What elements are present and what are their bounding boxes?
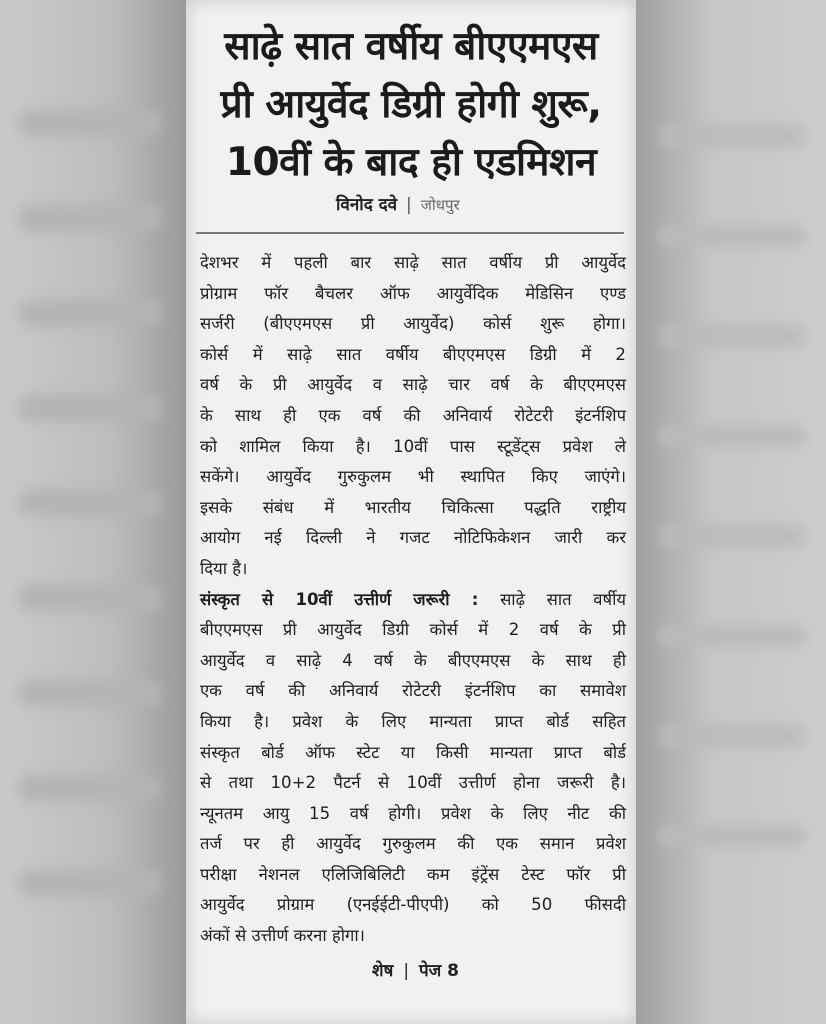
body-line: सकेंगे। आयुर्वेद गुरुकुलम भी स्थापित किए जाएंगे।: [200, 467, 626, 487]
body-line: संस्कृत बोर्ड ऑफ स्टेट या किसी मान्यता प्राप्त बोर्ड: [200, 742, 626, 762]
blurred-right-column: [636, 0, 826, 1024]
body-line: प्रोग्राम फॉर बैचलर ऑफ आयुर्वेदिक मेडिसिन एण्ड: [200, 283, 626, 303]
body-line: आयुर्वेद व साढ़े 4 वर्ष के बीएएमएस के साथ ही: [200, 650, 626, 670]
body-line: सर्जरी (बीएएमएस प्री आयुर्वेद) कोर्स शुरू होगा।: [200, 314, 626, 334]
body-line: परीक्षा नेशनल एलिजिबिलिटी कम इंट्रेंस टेस्ट फॉर प्री: [200, 864, 626, 884]
continuation-page: पेज 8: [418, 961, 459, 981]
body-line: अंकों से उत्तीर्ण करना होगा।: [200, 926, 365, 946]
subheading: संस्कृत से 10वीं उत्तीर्ण जरूरी :: [200, 589, 479, 609]
body-line: बीएएमएस प्री आयुर्वेद डिग्री कोर्स में 2 वर्ष के प्री: [200, 620, 626, 640]
body-line: तर्ज पर ही आयुर्वेद गुरुकुलम की एक समान प्रवेश: [200, 834, 626, 854]
byline-divider: [196, 232, 624, 234]
body-line: के साथ ही एक वर्ष की अनिवार्य रोटेटरी इंटर्नशिप: [200, 405, 626, 425]
continuation-note: [372, 958, 459, 986]
body-line: से तथा 10+2 पैटर्न से 10वीं उत्तीर्ण होना जरूरी है।: [200, 773, 626, 793]
byline-author: विनोद दवे: [336, 195, 398, 215]
byline-location: जोधपुर: [420, 196, 460, 214]
continuation-separator: |: [403, 961, 410, 981]
headline-line: साढ़े सात वर्षीय बीएएमएस: [224, 24, 598, 69]
body-line: इसके संबंध में भारतीय चिकित्सा पद्धति राष्ट्रीय: [200, 497, 626, 517]
article-body: [200, 248, 626, 952]
subheading-line: [200, 585, 626, 616]
blurred-left-column: [0, 0, 186, 1024]
body-line: दिया है।: [200, 558, 248, 578]
body-line: एक वर्ष की अनिवार्य रोटेटरी इंटर्नशिप का समावेश: [200, 681, 626, 701]
byline-separator: |: [406, 195, 412, 215]
body-line-rest: साढ़े सात वर्षीय: [500, 589, 627, 609]
headline-line: 10वीं के बाद ही एडमिशन: [225, 140, 597, 185]
headline: [196, 18, 626, 192]
body-line: न्यूनतम आयु 15 वर्ष होगी। प्रवेश के लिए नीट की: [200, 803, 626, 823]
body-line: आयुर्वेद प्रोग्राम (एनईईटी-पीएपी) को 50 फीसदी: [200, 895, 626, 915]
byline: [336, 192, 460, 222]
body-line: कोर्स में साढ़े सात वर्षीय बीएएमएस डिग्री में 2: [200, 344, 626, 364]
body-line: किया है। प्रवेश के लिए मान्यता प्राप्त बोर्ड सहित: [200, 711, 626, 731]
body-line: को शामिल किया है। 10वीं पास स्टूडेंट्स प्रवेश ले: [200, 436, 626, 456]
continuation-label: शेष: [372, 961, 394, 981]
body-line: आयोग नई दिल्ली ने गजट नोटिफिकेशन जारी कर: [200, 528, 626, 548]
body-line: देशभर में पहली बार साढ़े सात वर्षीय प्री आयुर्वेद: [200, 253, 626, 272]
body-line: वर्ष के प्री आयुर्वेद व साढ़े चार वर्ष के बीएएमएस: [200, 375, 626, 395]
headline-line: प्री आयुर्वेद डिग्री होगी शुरू,: [220, 82, 602, 127]
